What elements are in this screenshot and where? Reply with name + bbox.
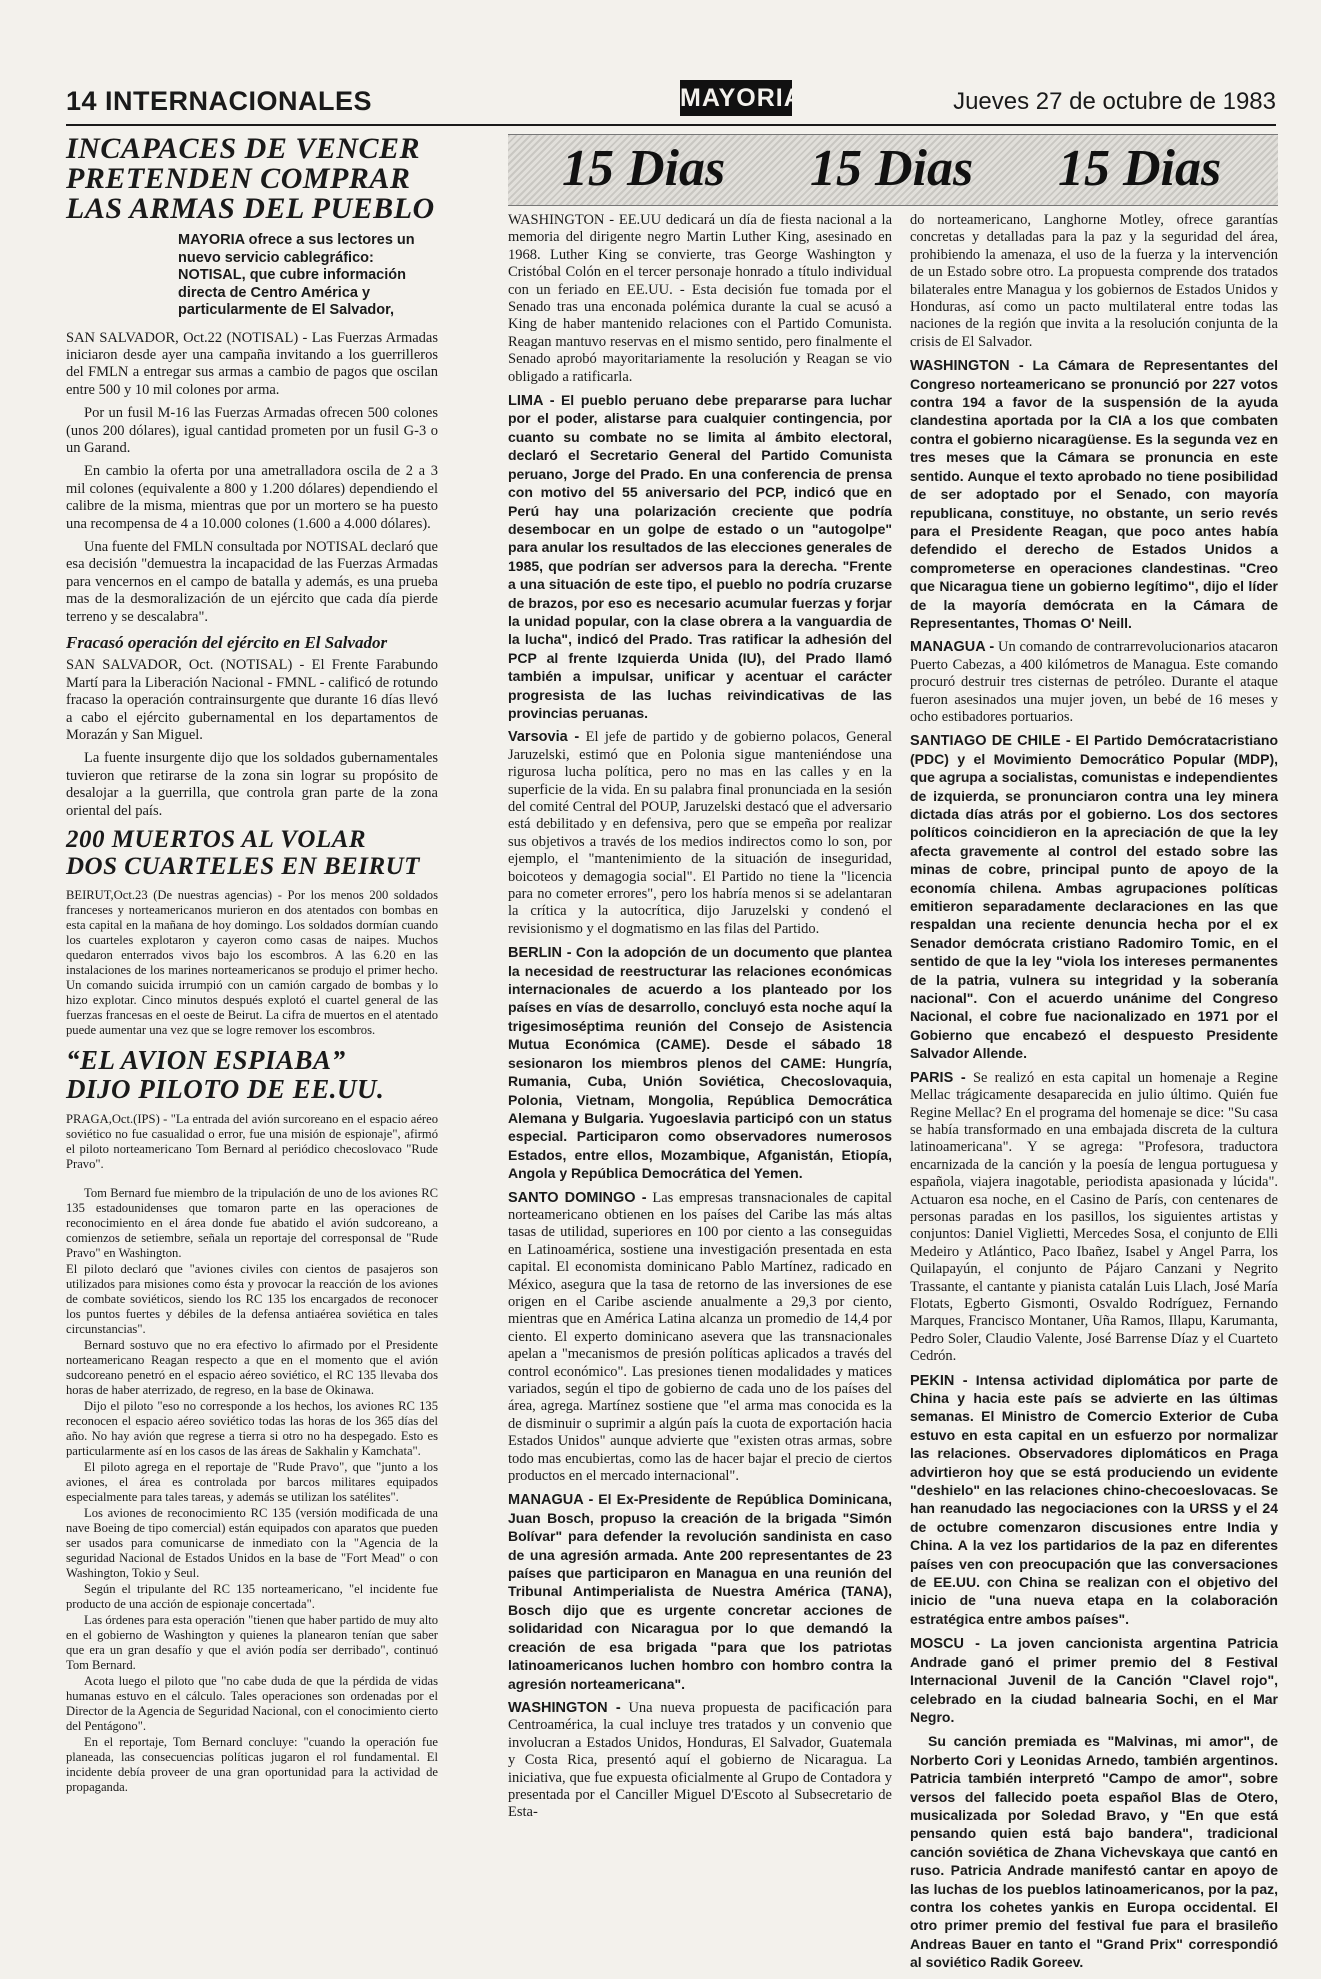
news-item-continuation: do norteamericano, Langhorne Motley, ofrece garantías concretas y detalladas para la paz y la seguridad del área, prohibiendo la amenaza, el uso de la fuerza y la intervención de un Estado sobre otro. La propuesta comprende dos tratados bilaterales entre Managua y los gobiernos de Estados Unidos y Honduras, así como un pacto multilateral entre todas las naciones de la región que invita a la resolución conjunta de la crisis de El Salvador.: [910, 212, 1278, 350]
news-item-lima: [508, 392, 892, 723]
article-beirut: [66, 826, 438, 1038]
news-body: Intensa actividad diplomática por parte de China y hacia este país se advierte en las últimas semanas. El Ministro de Comercio Exterior de Cuba estuvo en esta capital en un esfuerzo por normalizar las relaciones. Observadores diplomáticos en Praga advirtieron hoy que se está produciendo un evidente "deshielo" en las relaciones chino-checoeslovacas. Se han reanudado las negociaciones con la URSS y el 24 de octubre comenzaron discusiones entre India y China. A la vez los partidarios de la paz en diferentes países ven con preocupación que las conversaciones de EE.UU. con China se realizan con el objetivo del inicio de "una nueva etapa en la colaboración estratégica entre ambos países".: [910, 1371, 1279, 1627]
news-body: Una nueva propuesta de pacificación para Centroamérica, la cual incluye tres tratados y un convenio que involucran a Estados Unidos, Honduras, El Salvador, Guatemala y Costa Rica, presentó aquí el gobierno de Nicaragua. La iniciativa, que fue expuesta oficialmente al Grupo de Contadora y presentada por el Canciller Miguel D'Escoto al Subsecretario de Esta-: [508, 1699, 893, 1821]
paragraph: El piloto declaró que "aviones civiles con cientos de pasajeros son utilizados para misiones como ésta y provocar la reacción de los aviones de combate soviéticos, siendo los RC 135 los encargados de reconocer los puntos fuertes y débiles de la defensa antiaérea soviética en tales circunstancias".: [66, 1262, 438, 1337]
news-item-santo-domingo: [508, 1190, 892, 1486]
news-body: La Cámara de Representantes del Congreso norteamericano se pronunció por 227 votos contra 194 a favor de la suspensión de la ayuda clandestina aportada por la CIA a los que combaten contra el gobierno nicaragüense. Es la segunda vez en tres meses que la Cámara se pronuncia en este sentido. Aunque el texto aprobado no tiene posibilidad de ser adoptado por el Senado, con mayoría republicana, constituye, no obstante, un serio revés para el Presidente Reagan, que poco antes había defendido el derecho de Estados Unidos a comprometerse en operaciones clandestinas. "Creo que Nicaragua tiene un gobierno legítimo", dijo el líder de la mayoría demócrata en la Cámara de Representantes, Thomas O' Neill.: [910, 357, 1278, 631]
column-middle: [508, 212, 892, 1828]
paragraph: PRAGA,Oct.(IPS) - "La entrada del avión surcoreano en el espacio aéreo soviético no fue casualidad o error, fue una misión de espionaje", afirmó el piloto norteamericano Tom Bernard al periódico checoslovaco "Rude Pravo".: [66, 1112, 438, 1172]
dateline: SANTO DOMINGO -: [508, 1189, 647, 1206]
dateline: PARIS -: [910, 1069, 966, 1086]
paragraph: SAN SALVADOR, Oct. (NOTISAL) - El Frente Farabundo Martí para la Liberación Nacional - FMNL - calificó de rotundo fracaso la operación contrainsurgente que durante 16 días llevó a cabo el ejército gubernamental en los departamentos de Morazán y San Miguel.: [66, 657, 438, 744]
paragraph: Tom Bernard fue miembro de la tripulación de uno de los aviones RC 135 estadounidenses que tomaron parte en las operaciones de reconocimiento en el área donde fue abatido el avión sudcoreano, a comienzos de setiembre, señala un reportaje del corresponsal de "Rude Pravo" en Washington.: [66, 1186, 438, 1261]
news-body: El Ex-Presidente de República Dominicana, Juan Bosch, propuso la creación de la brigada "Simón Bolívar" para defender la revolución sandinista en caso de una agresión armada. Ante 200 representantes de 23 países que participaron en Managua en una reunión del Tribunal Antimperialista de Nuestra América (TANA), Bosch dijo que es urgente concretar acciones de solidaridad con Nicaragua por lo que demandó la creación de esa brigada "para que los patriotas latinoamericanos luchen hombro con hombro contra la agresión norteamericana".: [508, 1491, 892, 1692]
paragraph: Una fuente del FMLN consultada por NOTISAL declaró que esa decisión "demuestra la incapacidad de las Fuerzas Armadas para vencernos en el campo de batalla y además, es una prueba mas de la desmoralización de un ejército que cada día pierde terreno y se descalabra".: [66, 538, 438, 625]
paragraph: SAN SALVADOR, Oct.22 (NOTISAL) - Las Fuerzas Armadas iniciaron desde ayer una campaña invitando a los guerrilleros del FMLN a entregar sus armas a cambio de pagos que oscilan entre 500 y 10 mil colones por arma.: [66, 329, 438, 398]
headline-beirut: [66, 826, 438, 880]
news-body: Un comando de contrarrevolucionarios atacaron Puerto Cabezas, a 400 kilómetros de Managua. Este comando procuró destruir tres cisternas de petróleo. Durante el ataque fueron asesinados una mujer joven, un bebé de 16 meses y ocho estibadores portuarios.: [910, 639, 1278, 725]
dateline: SANTIAGO DE CHILE -: [910, 733, 1071, 750]
news-item-washington-paz: [508, 1700, 892, 1822]
paragraph: El piloto agrega en el reportaje de "Rude Pravo", que "junto a los aviones, el área es controlada por barcos militares equipados especialmente para tales tareas, y además se utilizan los satélites".: [66, 1460, 438, 1505]
news-item-paris: [910, 1070, 1278, 1366]
dateline: PEKIN -: [910, 1372, 968, 1389]
issue-date: Jueves 27 de octubre de 1983: [953, 88, 1276, 115]
news-item-varsovia: [508, 729, 892, 938]
news-body: Se realizó en esta capital un homenaje a Regine Mellac trágicamente desaparecida en julio último. Quién fue Regine Mellac? En el programa del homenaje se dice: "Su casa se había transformado en una embajada discreta de la cultura latinoamericana". Y se agrega: "Profesora, traductora encarnizada de la canción y la poesía de lengua portuguesa y española, viajera inagotable, periodista apasionada y lúcida". Actuaron esa noche, en el Casino de París, con centenares de personas paradas en los pasillos, los siguientes artistas y conjuntos: Daniel Viglietti, Mercedes Sosa, el conjunto de Elli Medeiro y Atlántico, Paco Ibañez, Isabel y Angel Parra, los Quilapayún, el conjunto de Pájaro Canzani y Negrito Trassante, el cantante y pianista catalán Luis Llach, José María Flotats, Egberto Gismonti, Osvaldo Rodríguez, Fernando Marques, Francisco Montaner, Uña Ramos, Illapu, Karumanta, Pedro Soler, Claudio Valente, José Barrense Díaz y el Cuarteto Cedrón.: [910, 1069, 1278, 1365]
headline-line: DOS CUARTELES EN BEIRUT: [66, 853, 420, 881]
news-item-santiago: [910, 732, 1278, 1063]
paragraph: Los aviones de reconocimiento RC 135 (versión modificada de una nave Boeing de tipo comercial) están equipados con aparatos que pueden ser usados para comunicarse de inmediato con la "Agencia de la seguridad Nacional de Estados Unidos en la base de "Fort Mead" o con Washington, Tokio y Seul.: [66, 1506, 438, 1581]
article-armas: [66, 134, 438, 820]
news-body: Las empresas transnacionales de capital norteamericano obtienen en los países del Caribe las más altas tasas de utilidad, superiores en 100 por ciento a las conseguidas en Latinoamérica, sostiene una investigación presentada en esta capital. El economista dominicano Pablo Martínez, radicado en México, asegura que la tasa de retorno de las inversiones de ese origen en el Caribe asciende anualmente a 29,3 por ciento, mientras que en América Latina alcanza un promedio de 14,4 por ciento. El experto dominicano asevera que las transnacionales apelan a "mecanismos de presión políticas aplicados a través del control económico". Las presiones tienen modalidades y matices variados, según el tipo de gobierno de cada uno de los países del área, agrega. Martínez sostiene que "el arma mas conocida es la de disminuir o suprimir a algún país la cuota de exportación hacia Estados Unidos" aunque advierte que "existen otras armas, sobre todo mas encubiertas, como las de hacer bajar el precio de ciertos productos en el mercado internacional".: [508, 1189, 893, 1485]
news-body: El Partido Demócratacristiano (PDC) y el Movimiento Democrático Popular (MDP), que agrupa a socialistas, comunistas e independientes de izquierda, se pronunciaron contra una ley minera dictada días atrás por el gobierno. Los dos sectores políticos coincidieron en la apreciación de que la ley afecta gravemente al control del estado sobre las minas de cobre, principal punto de apoyo de la economía chilena. Ambas agrupaciones políticas emitieron separadamente declaraciones en las que respaldan una reciente denuncia hecha por el ex Senador demócrata cristiano Radomiro Tomic, en el sentido de que la ley "viola los intereses permanentes de la patria, vulnera su integridad y la soberanía nacional". Con el acuerdo unánime del Congreso Nacional, el cobre fue nacionalizado en 1971 por el Gobierno que encabezó el despuesto Presidente Salvador Allende.: [910, 732, 1279, 1062]
paragraph: Dijo el piloto "eso no corresponde a los hechos, los aviones RC 135 reconocen el espacio aéreo soviético todas las horas de los 365 días del año. No hay avión que regrese a tierra si otro no ha despegado. Esto es particularmente así en los casos de las áreas de Sakhalin y Kamchata".: [66, 1399, 438, 1459]
headline-line: LAS ARMAS DEL PUEBLO: [66, 192, 435, 225]
news-item-washington-king: WASHINGTON - EE.UU dedicará un día de fiesta nacional a la memoria del dirigente negro Martin Luther King, asesinado en 1968. Luther King se convierte, tras George Washington y Cristóbal Colón en el tercer personaje honrado a título individual con un feriado en EE.UU. - Esta decisión fue tomada por el Senado tras una enconada polémica durante la cual se acusó a King de haber mantenido relaciones con el Partido Comunista. Reagan mantuvo reservas en el mismo sentido, pero finalmente el Senado aprobó mayoritariamente la resolución y Reagan se vio obligado a ratificarla.: [508, 212, 892, 385]
news-body: Con la adopción de un documento que plantea la necesidad de reestructurar las relaciones económicas internacionales de acuerdo a los planteado por los países en vías de desarrollo, concluyó esta noche aquí la trigesimoséptima reunión del Consejo de Asistencia Mutua Económica (CAME). Desde el sábado 18 sesionaron los miembros plenos del CAME: Hungría, Rumania, Cuba, Unión Soviética, Checoslovaquia, Polonia, Vietnam, Mongolia, República Democrática Alemana y Bulgaria. Yugoeslavia participó con un status especial. Participaron como observadores numerosos Estados, entre ellos, Mozambique, Afganistán, Etiopía, Angola y República Democrática del Yemen.: [508, 944, 892, 1182]
banner-15-dias: [508, 134, 1278, 206]
paragraph: BEIRUT,Oct.23 (De nuestras agencias) - Por los menos 200 soldados franceses y norteamericanos murieron en dos atentados con bombas en esta capital en la mañana de hoy domingo. Los soldados dormían cuando los cuarteles explotaron y cayeron como casas de naipes. Muchos quedaron enterrados vivos bajo los escombros. A las 6.20 en las instalaciones de los marines norteamericanos se produjo el primer hecho. Un comando suicida irrumpió con un camión cargado de bombas y lo hizo explotar. Cinco minutos después explotó el cuartel general de las fuerzas francesas en el oeste de Beirut. La cifra de muertos en el atentado puede aumentar una vez que se logre remover los escombros.: [66, 888, 438, 1038]
headline-line: 200 MUERTOS AL VOLAR: [66, 826, 367, 854]
headline-line: PRETENDEN COMPRAR: [66, 162, 411, 195]
news-item-managua-comando: [910, 639, 1278, 726]
paragraph: Las órdenes para esta operación "tienen que haber partido de muy alto en el gobierno de Washington y quienes la planearon tenían que saber que era un gran desafío y que el avión podía ser derribado", continuó Tom Bernard.: [66, 1613, 438, 1673]
paragraph: En cambio la oferta por una ametralladora oscila de 2 a 3 mil colones (equivalente a 800 y 1.200 dólares) dependiendo el calibre de la misma, mientras que por un mortero se ha puesto una recompensa de 4 a 10.000 colones (1.600 a 4.000 dólares).: [66, 463, 438, 532]
column-left: [66, 134, 438, 1796]
news-item-managua: [508, 1491, 892, 1693]
banner-item: 15 Dias: [1058, 140, 1222, 197]
lead-notisal: MAYORIA ofrece a sus lectores un nuevo servicio cablegráfico: NOTISAL, que cubre información directa de Centro América y particularmente de El Salvador,: [178, 232, 415, 318]
newspaper-logo: MAYORIA: [680, 80, 792, 116]
headline-avion: [66, 1046, 438, 1104]
dateline: MANAGUA -: [508, 1492, 594, 1509]
news-item-berlin: [508, 944, 892, 1183]
dateline: BERLIN -: [508, 945, 572, 962]
paragraph: Por un fusil M-16 las Fuerzas Armadas ofrecen 500 colones (unos 200 dólares), igual cantidad prometen por un fusil G-3 o un Garand.: [66, 405, 438, 456]
headline-line: “EL AVION ESPIABA”: [66, 1045, 346, 1076]
section-header: 14 INTERNACIONALES: [66, 86, 373, 116]
column-right: [910, 212, 1278, 1979]
news-item-washington-camara: [910, 357, 1278, 633]
banner-item: 15 Dias: [562, 140, 726, 197]
subheading-fracaso: Fracasó operación del ejército en El Salvador: [66, 633, 388, 652]
dateline: WASHINGTON -: [508, 1699, 621, 1716]
paragraph: Bernard sostuvo que no era efectivo lo afirmado por el Presidente norteamericano Reagan respecto a que en el momento que el avión sudcoreano penetró en el espacio aéreo soviético, el RC 135 llevaba dos horas de haber aterrizado, de regreso, en la base de Okinawa.: [66, 1338, 438, 1398]
dateline: Varsovia -: [508, 729, 580, 746]
headline-line: INCAPACES DE VENCER: [66, 132, 421, 165]
news-item-moscu-cont: [910, 1733, 1278, 1972]
dateline: LIMA -: [508, 393, 555, 410]
paragraph: En el reportaje, Tom Bernard concluye: "cuando la operación fue planeada, las consecuencias políticas jugaron el rol fundamental. El incidente debía proveer de una gran oportunidad para la actividad de propaganda.: [66, 1735, 438, 1795]
headline-armas: [66, 134, 438, 224]
paragraph: La fuente insurgente dijo que los soldados gubernamentales tuvieron que retirarse de la zona sin lograr su propósito de desalojar a la guerrilla, que controla gran parte de la zona oriental del país.: [66, 750, 438, 819]
masthead: [66, 80, 1276, 126]
news-body: La joven cancionista argentina Patricia Andrade ganó el primer premio del 8 Festival Internacional Juvenil de la Canción "Clavel rojo", celebrado en la ciudad balnearia Sochi, en el Mar Negro.: [910, 1635, 1278, 1725]
headline-line: DIJO PILOTO DE EE.UU.: [66, 1074, 385, 1105]
banner-item: 15 Dias: [810, 140, 974, 197]
dateline: WASHINGTON -: [910, 358, 1024, 375]
news-item-pekin: [910, 1372, 1278, 1630]
news-item-moscu: [910, 1635, 1278, 1727]
news-body: Su canción premiada es "Malvinas, mi amor", de Norberto Cori y Leonidas Arnedo, también argentinos. Patricia también interpretó "Campo de amor", sobre versos del fallecido poeta español Blas de Otero, musicalizada por Soledad Bravo, y "En que está pensando quien está bajo bandera", tradicional canción soviética de Zhana Vichevskaya que cantó en ruso. Patricia Andrade manifestó cantar en apoyo de las luchas de los pueblos latinoamericanos, por la paz, contra los cohetes yankis en Europa occidental. El otro primer premio del festival fue para el brasileño Andreas Bauer en tanto el "Grand Prix" correspondió al soviético Radik Goreev.: [910, 1733, 1278, 1971]
dateline: MANAGUA -: [910, 639, 995, 656]
dateline: MOSCU -: [910, 1636, 980, 1653]
paragraph: Acota luego el piloto que "no cabe duda de que la pérdida de vidas humanas estuvo en el cálculo. Tales operaciones son ordenadas por el Director de la Agencia de Seguridad Nacional, con el conocimiento cierto del Pentágono".: [66, 1674, 438, 1734]
news-body: El jefe de partido y de gobierno polacos, General Jaruzelski, estimó que en Polonia sigue manteniéndose una rigurosa lucha política, pero no mas en las calles y en la superficie de la vida. En su palabra final pronunciada en la sesión del comité Central del POUP, Jaruzelski destacó que el adversario está debilitado y en defensiva, pero que se empeña por realizar sus objetivos a través de los medios indirectos como lo son, por ejemplo, el "mantenimiento de la situación de inseguridad, boicoteos y demagogia social". El Partido no tiene la "licencia para no cometer errores", pero los habría menos si se adelantaran la crítica y la autocrítica, dijo Jaruzelski y condenó el revisionismo y el dogmatismo en las filas del Partido.: [508, 729, 893, 937]
news-body: El pueblo peruano debe prepararse para luchar por el poder, alistarse para cualquier contingencia, por cuanto su combate no se limita al ámbito electoral, declaró el Secretario General del Partido Comunista peruano, Jorge del Prado. En una conferencia de prensa con motivo del 55 aniversario del PCP, indicó que en Perú hay una polarización creciente que podría desembocar en un golpe de estado o un "autogolpe" para anular los resultados de las elecciones generales de 1985, que podrían ser adversos para la derecha. "Frente a una situación de este tipo, el pueblo no podría cruzarse de brazos, por eso es necesario acumular fuerzas y forjar la unidad popular, con la clase obrera a la vanguardia de la lucha", indicó del Prado. Tras ratificar la adhesión del PCP al frente Izquierda Unida (IU), del Prado llamó también a impulsar, unificar y acentuar el carácter progresista de las luchas reivindicativas de las provincias peruanas.: [508, 392, 892, 721]
article-avion: [66, 1046, 438, 1795]
paragraph: Según el tripulante del RC 135 norteamericano, "el incidente fue producto de una acción de espionaje concertada".: [66, 1582, 438, 1612]
